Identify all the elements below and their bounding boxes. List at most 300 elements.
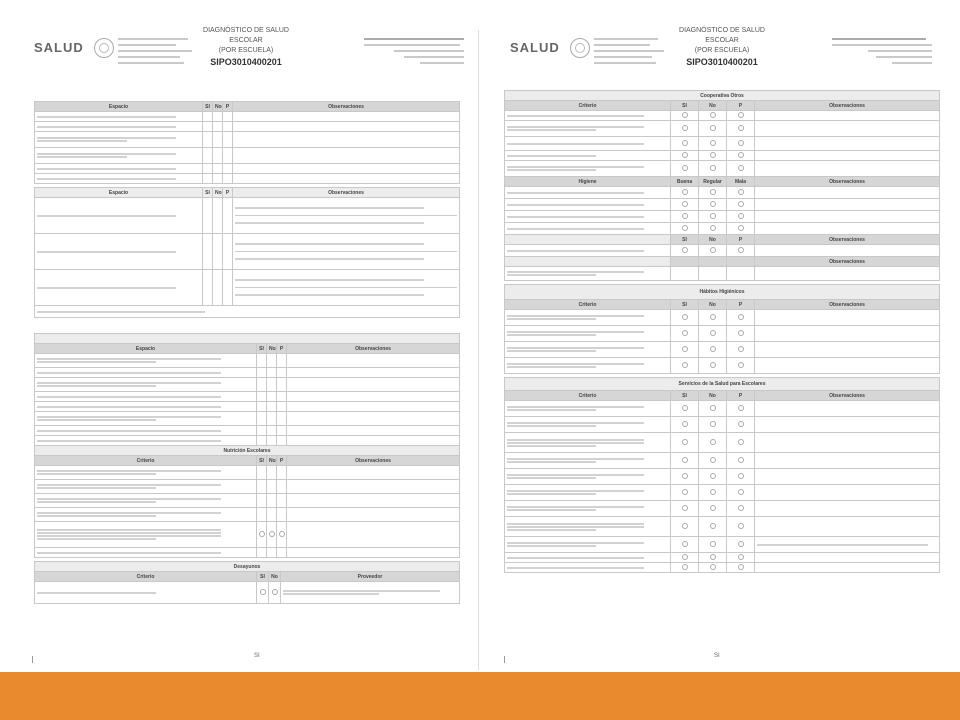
checkbox-cell[interactable] (699, 187, 727, 199)
checkbox-cell[interactable] (699, 121, 727, 137)
checkbox-cell[interactable] (727, 469, 755, 485)
checkbox-cell[interactable] (277, 508, 287, 522)
col-p: P (223, 102, 233, 112)
observations-cell[interactable] (287, 402, 460, 412)
checkbox-cell[interactable] (727, 453, 755, 469)
form-subtitle: (POR ESCUELA) (218, 47, 274, 54)
checkbox-cell[interactable] (267, 368, 277, 378)
checkbox-cell[interactable] (671, 501, 699, 517)
observations-cell[interactable] (287, 426, 460, 436)
observations-cell[interactable] (287, 480, 460, 494)
col-observaciones: Observaciones (755, 101, 940, 111)
checkbox-cell[interactable] (269, 582, 281, 604)
table-row (35, 132, 460, 148)
checkbox-cell[interactable] (699, 563, 727, 573)
table-row (35, 508, 460, 522)
checkbox-cell[interactable] (727, 111, 755, 121)
checkbox-cell[interactable] (223, 198, 233, 234)
checkbox-cell[interactable] (257, 378, 267, 392)
observations-cell[interactable] (755, 401, 940, 417)
checkbox-cell[interactable] (671, 553, 699, 563)
checkbox-cell[interactable] (267, 466, 277, 480)
checkbox-cell[interactable] (671, 111, 699, 121)
observations-cell[interactable] (755, 342, 940, 358)
environment-table (34, 333, 460, 558)
checkbox-cell[interactable] (267, 548, 277, 558)
col-menos-50 (671, 257, 699, 267)
checkbox-cell[interactable] (671, 326, 699, 342)
checkbox-cell[interactable] (223, 234, 233, 270)
checkbox-cell[interactable] (727, 517, 755, 537)
observations-cell[interactable] (755, 358, 940, 374)
form-title: DIAGNÓSTICO DE SALUD ESCOLAR (679, 27, 765, 44)
observations-cell[interactable] (755, 211, 940, 223)
checkbox-cell[interactable] (699, 137, 727, 151)
table-row (35, 164, 460, 174)
government-seal-icon (94, 38, 114, 58)
col-observaciones: Observaciones (233, 188, 460, 198)
checkbox-cell[interactable] (671, 121, 699, 137)
provider-cell[interactable] (281, 582, 460, 604)
checkbox-cell[interactable] (223, 122, 233, 132)
col-mala: Mala (727, 177, 755, 187)
observations-cell[interactable] (755, 501, 940, 517)
table-row (35, 368, 460, 378)
observations-cell[interactable] (233, 164, 460, 174)
col-no: No (699, 235, 727, 245)
checkbox-cell[interactable] (671, 433, 699, 453)
checkbox-cell[interactable] (671, 342, 699, 358)
form-header-right (488, 22, 940, 90)
col-regular: Regular (699, 177, 727, 187)
col-si: SI (257, 344, 267, 354)
checkbox-cell[interactable] (727, 553, 755, 563)
checkbox-cell[interactable] (267, 436, 277, 446)
checkbox-cell[interactable] (671, 537, 699, 553)
col-espacio: Espacio (35, 344, 257, 354)
checkbox-cell[interactable] (671, 245, 699, 257)
observations-cell[interactable] (287, 436, 460, 446)
checkbox-cell[interactable] (213, 234, 223, 270)
col-observaciones: Observaciones (755, 391, 940, 401)
checkbox-cell[interactable] (277, 412, 287, 426)
table-row (505, 211, 940, 223)
form-page-right (488, 22, 940, 670)
checkbox-cell[interactable] (727, 211, 755, 223)
checkbox-cell[interactable] (213, 174, 223, 184)
observations-cell[interactable] (287, 354, 460, 368)
observations-cell[interactable] (233, 122, 460, 132)
desayunos-title: Desayunos (35, 562, 460, 572)
observations-cell[interactable] (233, 270, 460, 306)
observations-cell[interactable] (287, 378, 460, 392)
checkbox-cell[interactable] (727, 161, 755, 177)
observations-cell[interactable] (755, 417, 940, 433)
table-row (35, 436, 460, 446)
checkbox-cell[interactable] (257, 466, 267, 480)
col-observaciones: Observaciones (233, 102, 460, 112)
observations-cell[interactable] (755, 161, 940, 177)
observations-cell[interactable] (755, 310, 940, 326)
checkbox-cell[interactable] (671, 417, 699, 433)
observations-cell[interactable] (755, 245, 940, 257)
observations-cell[interactable] (287, 508, 460, 522)
checkbox-cell[interactable] (257, 392, 267, 402)
table-row (505, 537, 940, 553)
checkbox-cell[interactable] (277, 426, 287, 436)
checkbox-cell[interactable] (727, 310, 755, 326)
col-si: SI (671, 235, 699, 245)
checkbox-cell[interactable] (671, 469, 699, 485)
col-observaciones: Observaciones (755, 235, 940, 245)
col-observaciones: Observaciones (755, 257, 940, 267)
checkbox-cell[interactable] (699, 453, 727, 469)
checkbox-cell[interactable] (671, 358, 699, 374)
checkbox-cell[interactable] (203, 112, 213, 122)
checkbox-cell[interactable] (277, 548, 287, 558)
servicios-title: Servicios de la Salud para Escolares (505, 378, 940, 391)
table-row (505, 310, 940, 326)
observations-cell[interactable] (287, 522, 460, 548)
form-subtitle: (POR ESCUELA) (694, 47, 750, 54)
table-row (505, 563, 940, 573)
checkbox-cell[interactable] (699, 199, 727, 211)
checkbox-cell[interactable] (277, 354, 287, 368)
page-gutter (478, 30, 479, 670)
department-text (364, 38, 468, 68)
col-espacio: Espacio (35, 102, 203, 112)
checkbox-cell[interactable] (699, 310, 727, 326)
checkbox-cell[interactable] (223, 164, 233, 174)
checkbox-cell[interactable] (213, 164, 223, 174)
checkbox-cell[interactable] (727, 151, 755, 161)
issuing-office-text (594, 38, 672, 68)
checkbox-cell[interactable] (267, 426, 277, 436)
table-row (505, 111, 940, 121)
observations-cell[interactable] (755, 553, 940, 563)
checkbox-cell[interactable] (699, 267, 727, 281)
checkbox-cell[interactable] (223, 132, 233, 148)
observations-cell[interactable] (287, 368, 460, 378)
checkbox-cell[interactable] (257, 426, 267, 436)
table-row (505, 401, 940, 417)
observations-cell[interactable] (233, 148, 460, 164)
checkbox-cell[interactable] (699, 151, 727, 161)
checkbox-cell[interactable] (257, 354, 267, 368)
observations-cell[interactable] (287, 494, 460, 508)
col-si: SI (203, 102, 213, 112)
checkbox-cell[interactable] (671, 563, 699, 573)
table-row (505, 245, 940, 257)
checkbox-cell[interactable] (699, 433, 727, 453)
checkbox-cell[interactable] (699, 553, 727, 563)
checkbox-cell[interactable] (257, 582, 269, 604)
checkbox-cell[interactable] (257, 480, 267, 494)
checkbox-cell[interactable] (267, 522, 277, 548)
checkbox-cell[interactable] (727, 433, 755, 453)
nutricion-title: Nutrición Escolares (35, 446, 460, 456)
form-code: SIPO3010400201 (686, 57, 758, 67)
checkbox-cell[interactable] (671, 187, 699, 199)
checkbox-cell[interactable] (699, 501, 727, 517)
table-row (35, 270, 460, 306)
checkbox-cell[interactable] (267, 392, 277, 402)
checkbox-cell[interactable] (727, 401, 755, 417)
checkbox-cell[interactable] (267, 508, 277, 522)
checkbox-cell[interactable] (699, 417, 727, 433)
checkbox-cell[interactable] (727, 342, 755, 358)
table-row (35, 494, 460, 508)
checkbox-cell[interactable] (203, 122, 213, 132)
checkbox-cell[interactable] (727, 326, 755, 342)
table-row (35, 582, 460, 604)
checkbox-cell[interactable] (277, 466, 287, 480)
checkbox-cell[interactable] (699, 358, 727, 374)
observations-cell[interactable] (755, 199, 940, 211)
checkbox-cell[interactable] (671, 517, 699, 537)
table-row (505, 151, 940, 161)
observations-cell[interactable] (233, 112, 460, 122)
checkbox-cell[interactable] (727, 358, 755, 374)
checkbox-cell[interactable] (277, 522, 287, 548)
checkbox-cell[interactable] (699, 223, 727, 235)
observations-cell[interactable] (287, 412, 460, 426)
col-si: SI (257, 572, 269, 582)
checkbox-cell[interactable] (203, 198, 213, 234)
checkbox-cell[interactable] (699, 326, 727, 342)
observations-cell[interactable] (233, 174, 460, 184)
checkbox-cell[interactable] (671, 401, 699, 417)
checkbox-cell[interactable] (699, 401, 727, 417)
form-code: SIPO3010400201 (210, 57, 282, 67)
observations-cell[interactable] (233, 234, 460, 270)
checkbox-cell[interactable] (727, 223, 755, 235)
checkbox-cell[interactable] (277, 480, 287, 494)
issuing-office-text (118, 38, 196, 68)
checkbox-cell[interactable] (267, 494, 277, 508)
checkbox-cell[interactable] (671, 151, 699, 161)
col-criterio: Criterio (35, 456, 257, 466)
breakfast-table (34, 561, 460, 604)
checkbox-cell[interactable] (671, 199, 699, 211)
checkbox-cell[interactable] (277, 494, 287, 508)
checkbox-cell[interactable] (257, 402, 267, 412)
table-row (35, 174, 460, 184)
checkbox-cell[interactable] (213, 148, 223, 164)
section-12-title (32, 322, 472, 331)
checkbox-cell[interactable] (727, 137, 755, 151)
observations-cell[interactable] (755, 563, 940, 573)
checkbox-cell[interactable] (257, 508, 267, 522)
col-no: No (267, 344, 277, 354)
observations-cell[interactable] (755, 121, 940, 137)
checkbox-cell[interactable] (699, 211, 727, 223)
checkbox-cell[interactable] (671, 211, 699, 223)
observations-cell[interactable] (287, 466, 460, 480)
habitos-title: Hábitos Higiénicos (505, 285, 940, 300)
table-row (35, 148, 460, 164)
checkbox-cell[interactable] (257, 548, 267, 558)
checkbox-cell[interactable] (727, 245, 755, 257)
col-higiene: Higiene (505, 177, 671, 187)
checkbox-cell[interactable] (699, 485, 727, 501)
observations-cell[interactable] (755, 469, 940, 485)
checkbox-cell[interactable] (727, 187, 755, 199)
spaces-table-2 (34, 187, 460, 318)
form-title-block (664, 26, 780, 67)
col-criterio: Criterio (35, 572, 257, 582)
checkbox-cell[interactable] (727, 485, 755, 501)
checkbox-cell[interactable] (203, 270, 213, 306)
table-row (505, 267, 940, 281)
checkbox-cell[interactable] (203, 132, 213, 148)
checkbox-cell[interactable] (699, 517, 727, 537)
table-row (35, 412, 460, 426)
col-observaciones: Observaciones (287, 344, 460, 354)
checkbox-cell[interactable] (727, 267, 755, 281)
table-row (505, 358, 940, 374)
checkbox-cell[interactable] (699, 245, 727, 257)
cooperativa-table (504, 90, 940, 281)
table-row (505, 417, 940, 433)
checkbox-cell[interactable] (727, 537, 755, 553)
col-observaciones: Observaciones (755, 177, 940, 187)
col-p: P (277, 344, 287, 354)
checkbox-cell[interactable] (727, 121, 755, 137)
checkbox-cell[interactable] (727, 417, 755, 433)
col-no: No (267, 456, 277, 466)
observations-cell[interactable] (755, 433, 940, 453)
form-title-block (188, 26, 304, 67)
checkbox-cell[interactable] (213, 122, 223, 132)
checkbox-cell[interactable] (699, 537, 727, 553)
observations-cell[interactable] (755, 326, 940, 342)
observations-cell[interactable] (755, 151, 940, 161)
checkbox-cell[interactable] (203, 148, 213, 164)
col-si: SI (671, 391, 699, 401)
checkbox-cell[interactable] (213, 198, 223, 234)
checkbox-cell[interactable] (671, 137, 699, 151)
checkbox-cell[interactable] (277, 378, 287, 392)
checkbox-cell[interactable] (223, 112, 233, 122)
checkbox-cell[interactable] (257, 522, 267, 548)
checkbox-cell[interactable] (267, 402, 277, 412)
col-p: P (223, 188, 233, 198)
footer-bar (0, 672, 960, 720)
checkbox-cell[interactable] (203, 174, 213, 184)
checkbox-cell[interactable] (727, 199, 755, 211)
col-si: SI (257, 456, 267, 466)
table-row (35, 548, 460, 558)
checkbox-cell[interactable] (671, 310, 699, 326)
observations-cell[interactable] (755, 517, 940, 537)
checkbox-cell[interactable] (257, 494, 267, 508)
observations-cell[interactable] (233, 198, 460, 234)
form-header-left (20, 22, 472, 90)
col-no-hay (727, 257, 755, 267)
checkbox-cell[interactable] (267, 480, 277, 494)
col-si: SI (671, 300, 699, 310)
checkbox-cell[interactable] (727, 501, 755, 517)
page-number: SI (254, 653, 260, 659)
checkbox-cell[interactable] (267, 412, 277, 426)
observations-cell[interactable] (755, 137, 940, 151)
checkbox-cell[interactable] (671, 453, 699, 469)
table-row (35, 480, 460, 494)
checkbox-cell[interactable] (671, 223, 699, 235)
checkbox-cell[interactable] (267, 378, 277, 392)
checkbox-cell[interactable] (223, 270, 233, 306)
observations-cell[interactable] (755, 223, 940, 235)
observations-cell[interactable] (755, 111, 940, 121)
government-seal-icon (570, 38, 590, 58)
observations-cell[interactable] (755, 187, 940, 199)
checkbox-cell[interactable] (671, 161, 699, 177)
col-espacio: Espacio (35, 188, 203, 198)
checkbox-cell[interactable] (277, 392, 287, 402)
checkbox-cell[interactable] (267, 354, 277, 368)
table-row (505, 161, 940, 177)
checkbox-cell[interactable] (203, 164, 213, 174)
checkbox-cell[interactable] (727, 563, 755, 573)
col-no: No (213, 188, 223, 198)
col-buena: Buena (671, 177, 699, 187)
checkbox-cell[interactable] (257, 368, 267, 378)
col-no: No (269, 572, 281, 582)
checkbox-cell[interactable] (213, 270, 223, 306)
salud-logo-text: SALUD (510, 40, 560, 55)
checkbox-cell[interactable] (699, 161, 727, 177)
observations-cell[interactable] (233, 132, 460, 148)
observations-cell[interactable] (755, 485, 940, 501)
checkbox-cell[interactable] (203, 234, 213, 270)
servicios-table (504, 377, 940, 573)
checkbox-cell[interactable] (699, 111, 727, 121)
table-row (505, 137, 940, 151)
table-row (35, 392, 460, 402)
table-row (505, 485, 940, 501)
section-11-title (32, 90, 472, 99)
checkbox-cell[interactable] (699, 469, 727, 485)
checkbox-cell[interactable] (671, 485, 699, 501)
checkbox-cell[interactable] (277, 368, 287, 378)
table-row (505, 187, 940, 199)
checkbox-cell[interactable] (213, 112, 223, 122)
col-mas-50 (699, 257, 727, 267)
checkbox-cell[interactable] (257, 436, 267, 446)
observations-cell[interactable] (755, 453, 940, 469)
checkbox-cell[interactable] (277, 436, 287, 446)
observations-cell[interactable] (287, 392, 460, 402)
checkbox-cell[interactable] (223, 174, 233, 184)
checkbox-cell[interactable] (257, 412, 267, 426)
checkbox-cell[interactable] (277, 402, 287, 412)
checkbox-cell[interactable] (671, 267, 699, 281)
observations-cell[interactable] (755, 537, 940, 553)
checkbox-cell[interactable] (699, 342, 727, 358)
form-page-left (20, 22, 472, 670)
col-criterio: Criterio (505, 300, 671, 310)
checkbox-cell[interactable] (223, 148, 233, 164)
table-row (505, 223, 940, 235)
checkbox-cell[interactable] (213, 132, 223, 148)
col-no: No (213, 102, 223, 112)
observations-cell[interactable] (755, 267, 940, 281)
habitos-table (504, 284, 940, 374)
col-observaciones: Observaciones (287, 456, 460, 466)
table-row (505, 517, 940, 537)
observations-cell[interactable] (287, 548, 460, 558)
